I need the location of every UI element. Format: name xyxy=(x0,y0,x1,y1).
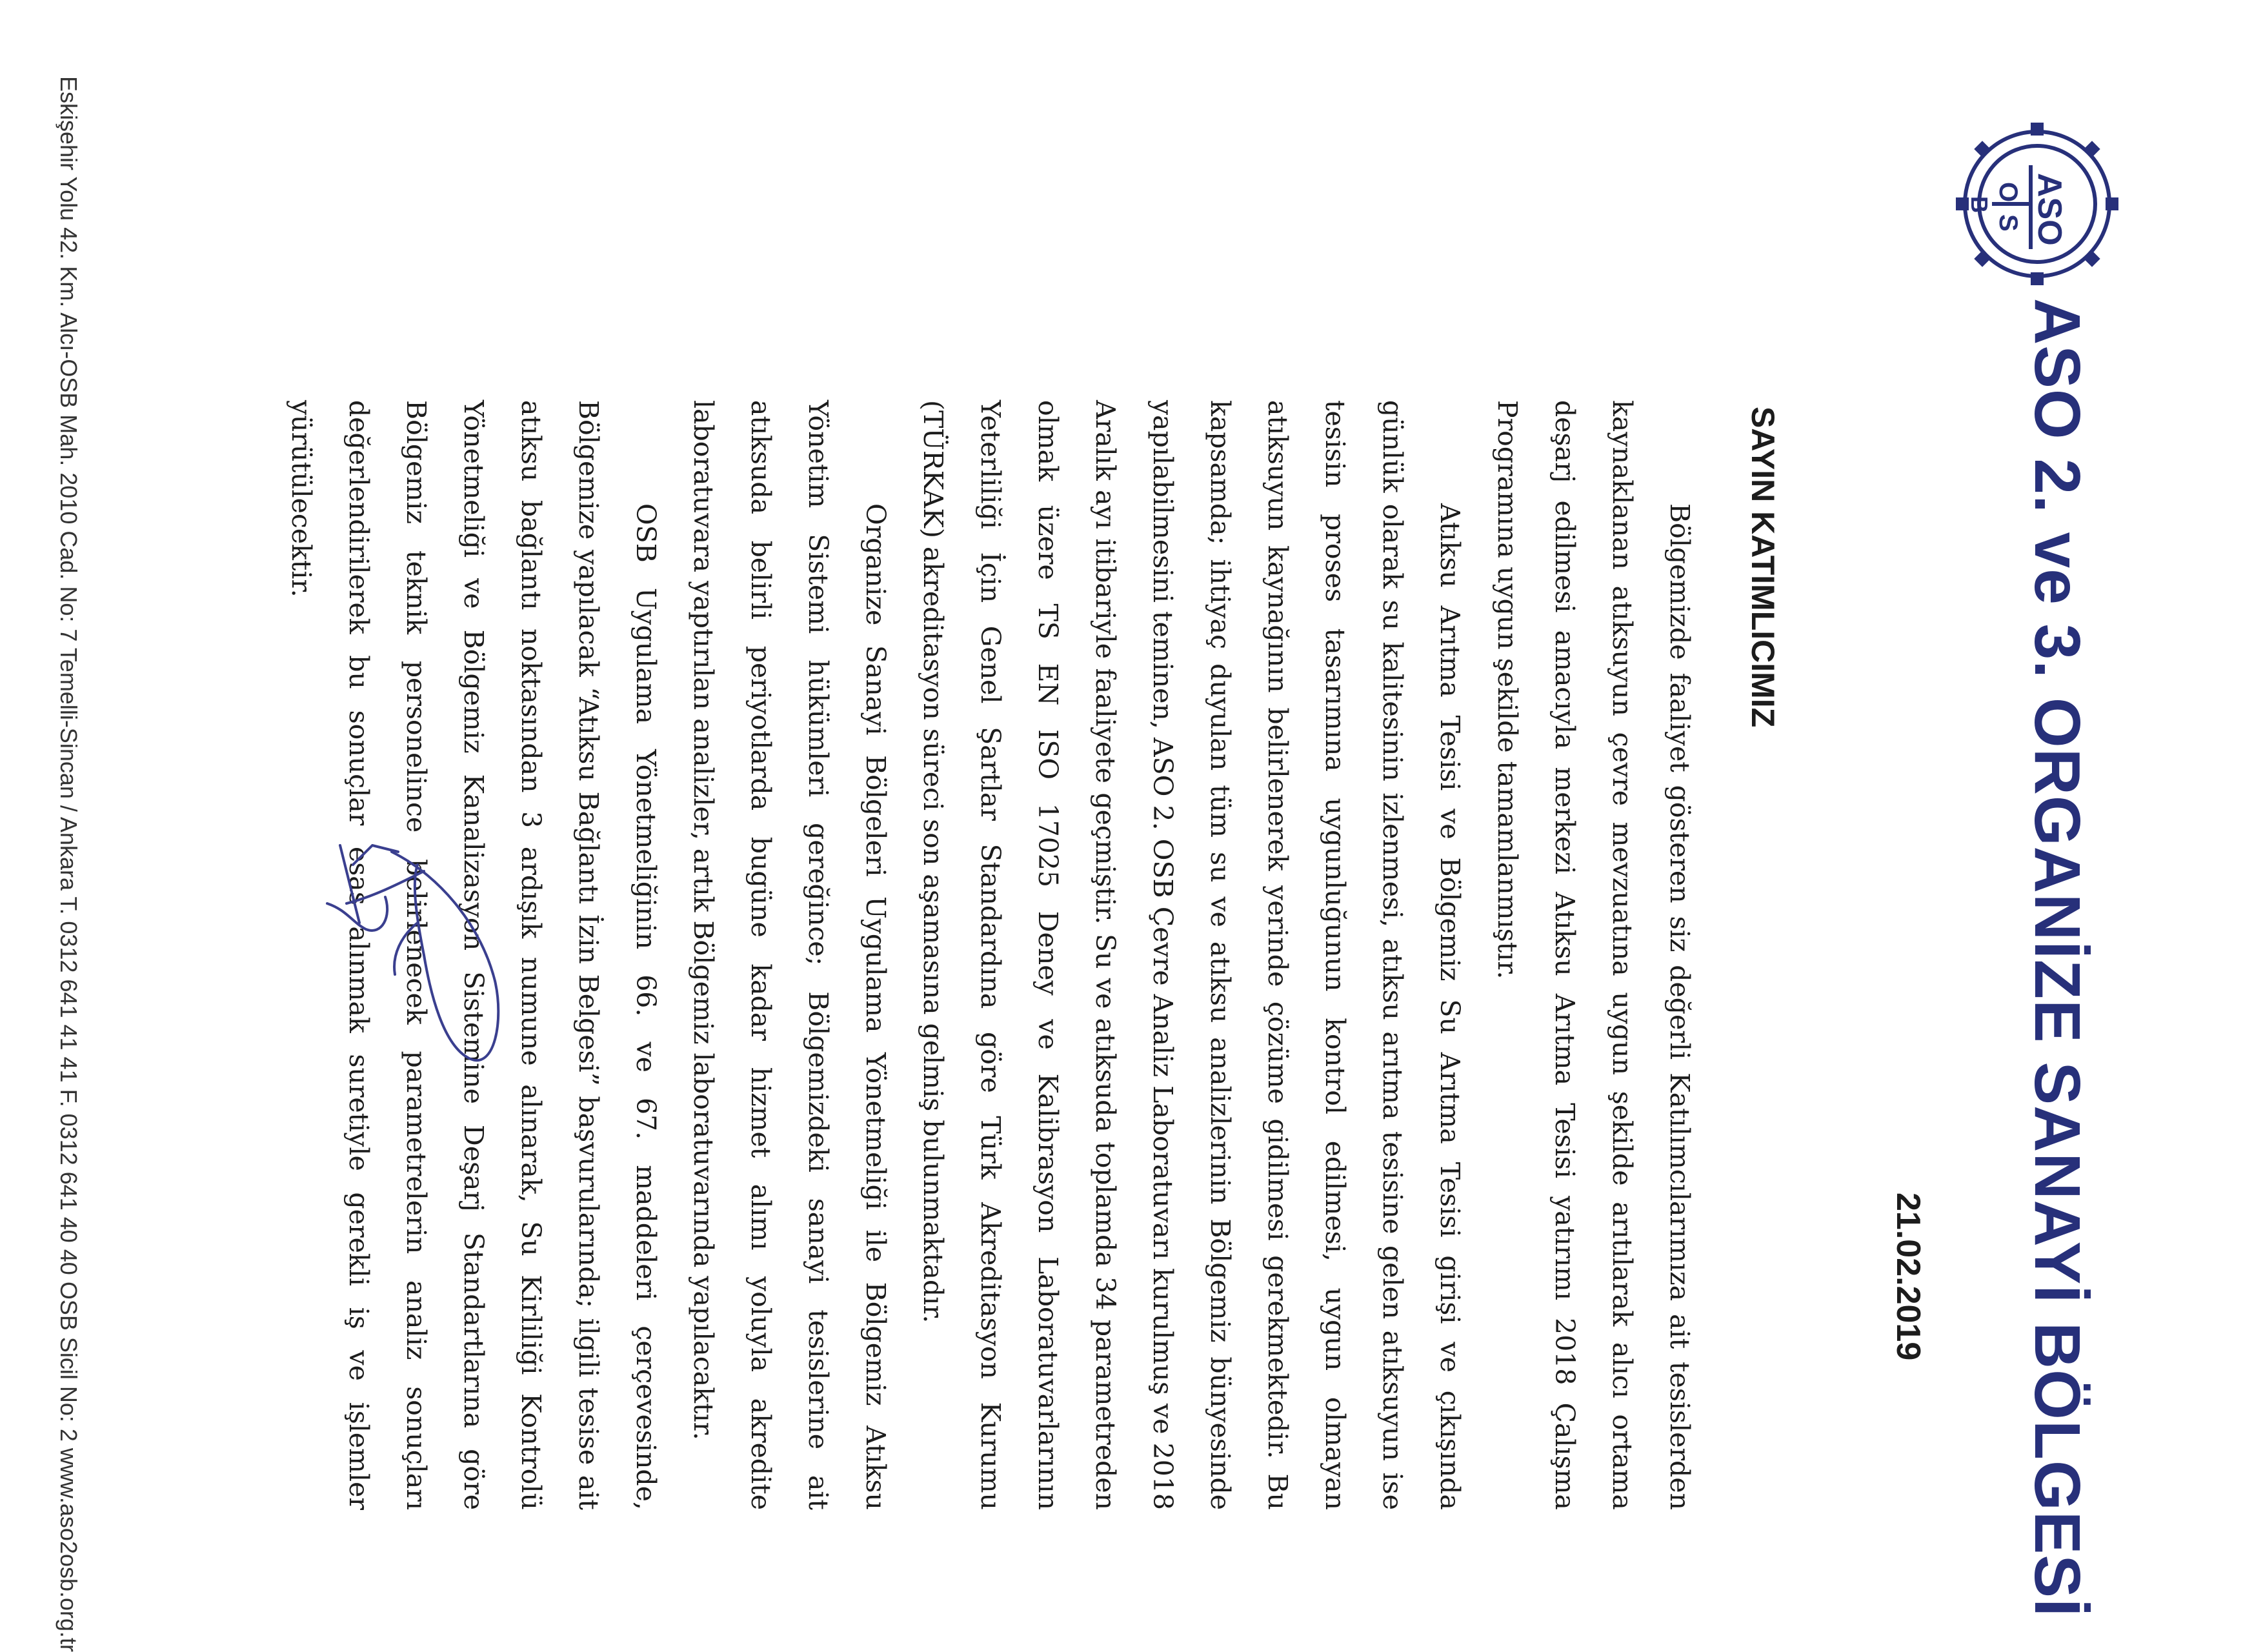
letter-date: 21.02.2019 xyxy=(1889,1193,1927,1361)
paragraph: Bölgemizde faaliyet gösteren siz değerli Katılımcılarımıza ait tesislerden kaynaklanan atıksuyun çevre mevzuatına uygun şekilde arıtılarak alıcı ortama deşarj edilmesi amacıyla merkezi Atıksu Arıtma Tesisi yatırımı 2018 Çalışma Programına uygun şekilde tamamlanmıştır. xyxy=(1492,400,1695,1510)
footer-address: Eskişehir Yolu 42. Km. Alcı-OSB Mah. 2010 Cad. No: 7 Temelli-Sincan / Ankara T. 0312 641 41 41 F. 0312 641 40 40 OSB Sicil No: 2 www.aso2osb.org.tr xyxy=(55,76,82,1652)
handwritten-signature xyxy=(314,826,521,1097)
salutation: SAYIN KATIMLICIMIZ xyxy=(1745,407,1781,728)
paragraph: Organize Sanayi Bölgeleri Uygulama Yönetmeliği ile Bölgemiz Atıksu Yönetim Sistemi hükümleri gereğince; Bölgemizdeki sanayi tesislerine ait atıksuda belirli periyotlarda bugüne kadar hizmet alımı yoluyla akredite laboratuvara yaptırılan analizler, artık Bölgemiz laboratuvarında yapılacaktır. xyxy=(688,400,891,1510)
organization-name: ASO 2. ve 3. ORGANİZE SANAYİ BÖLGESİ xyxy=(2021,298,2093,1617)
svg-text:B: B xyxy=(1966,196,1993,213)
svg-text:S: S xyxy=(1994,214,2022,232)
aso-osb-logo xyxy=(1953,120,2121,288)
svg-text:ASO: ASO xyxy=(2031,173,2068,246)
svg-text:O: O xyxy=(1994,182,2022,203)
paragraph: OSB Uygulama Yönetmeliğinin 66. ve 67. maddeleri çerçevesinde, Bölgemize yapılacak “Atıksu Bağlantı İzin Belgesi” başvurularında; ilgili tesise ait atıksu bağlantı noktasından 3 ardışık numune alınarak, Su Kirliliği Kontrolü Yönetmeliği ve Bölgemiz Kanalizasyon Sistemine Deşarj Standartlarına göre Bölgemiz teknik personelince belirlenecek parametrelerin analiz sonuçları değerlendirilerek bu sonuçlar esas alınmak suretiyle gerekli iş ve işlemler yürütülecektir. xyxy=(286,400,661,1510)
paragraph: Atıksu Arıtma Tesisi ve Bölgemiz Su Arıtma Tesisi girişi ve çıkışında günlük olarak su kalitesinin izlenmesi, atıksu arıtma tesisine gelen atıksuyun ise tesisin proses tasarımına uygunluğunun kontrol edilmesi, uygun olmayan atıksuyun kaynağının belirlenerek yerinde çözüme gidilmesi gerekmektedir. Bu kapsamda; ihtiyaç duyulan tüm su ve atıksu analizlerinin Bölgemiz bünyesinde yapılabilmesini teminen, ASO 2. OSB Çevre Analiz Laboratuvarı kurulmuş ve 2018 Aralık ayı itibariyle faaliyete geçmiştir. Su ve atıksuda toplamda 34 parametreden olmak üzere TS EN ISO 17025 Deney ve Kalibrasyon Laboratuvarlarının Yeterliliği İçin Genel Şartlar Standardına göre Türk Akreditasyon Kurumu (TÜRKAK) akreditasyon süreci son aşamasına gelmiş bulunmaktadır. xyxy=(918,400,1465,1510)
